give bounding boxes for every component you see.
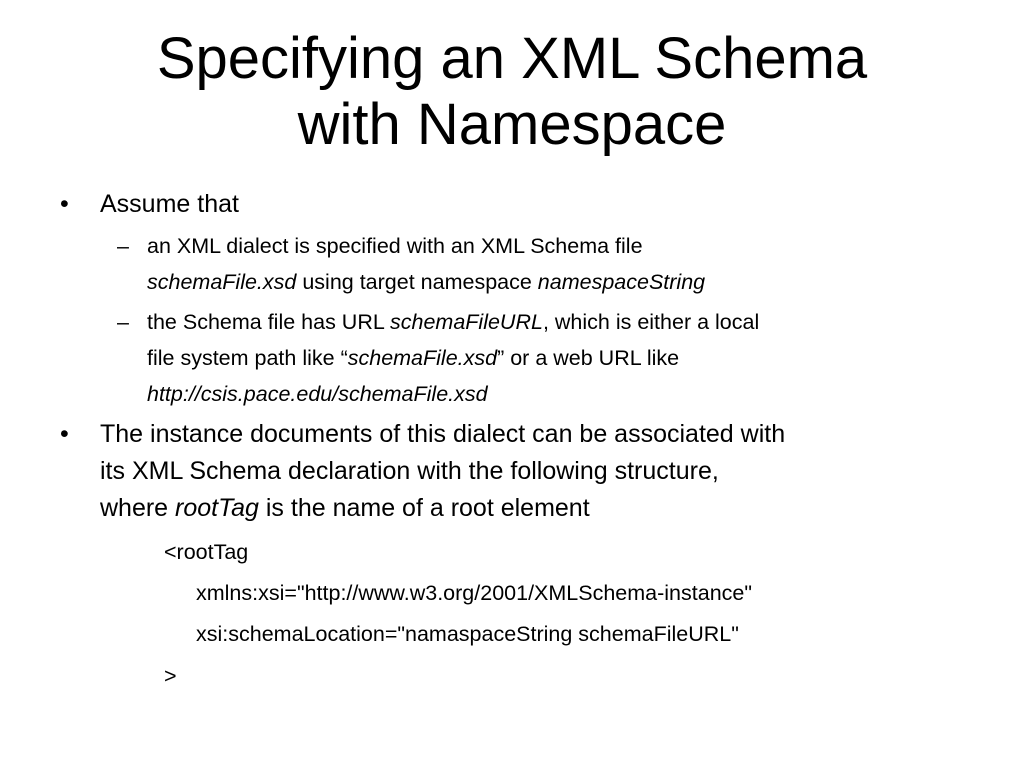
italic-term: schemaFile.xsd: [347, 346, 498, 370]
bullet-line: The instance documents of this dialect can be associated with: [100, 420, 786, 448]
code-line-schema-location: xsi:schemaLocation="namaspaceString schemaFileURL": [196, 622, 739, 646]
sub-bullet-line: [147, 264, 977, 300]
bullet-text: where: [100, 494, 176, 522]
sub-bullet-line: [147, 340, 977, 376]
sub-bullet-marker: –: [117, 310, 129, 334]
bullet-line: its XML Schema declaration with the following structure,: [100, 457, 719, 485]
italic-term: rootTag: [175, 494, 259, 522]
italic-term: schemaFile.xsd: [147, 270, 297, 294]
sub-bullet-text: file system path like “: [147, 346, 348, 370]
sub-bullet-line: an XML dialect is specified with an XML Schema file: [147, 234, 643, 258]
sub-bullet-text: the Schema file has URL: [147, 310, 390, 334]
bullet-instance-documents: [60, 416, 980, 527]
sub-bullet-text: using target namespace: [296, 270, 538, 294]
code-line-xmlns: xmlns:xsi="http://www.w3.org/2001/XMLSchema-instance": [196, 581, 752, 605]
sub-bullet-line: [147, 304, 977, 340]
bullet-assume-that: [60, 186, 980, 223]
slide-title-line-1: Specifying an XML Schema: [156, 26, 868, 91]
sub-bullet-text: ” or a web URL like: [497, 346, 680, 370]
slide-title: [60, 26, 964, 158]
bullet-marker: •: [60, 190, 69, 218]
italic-term: namespaceString: [537, 270, 706, 294]
bullet-text: is the name of a root element: [258, 494, 590, 522]
sub-bullet-schema-url: [117, 304, 977, 412]
sub-bullet-text: , which is either a local: [542, 310, 760, 334]
italic-term: schemaFileURL: [390, 310, 543, 334]
code-line-open-tag: <rootTag: [164, 540, 249, 564]
bullet-text: Assume that: [100, 190, 239, 218]
slide-title-line-2: with Namespace: [297, 92, 727, 157]
sub-bullet-marker: –: [117, 234, 129, 258]
bullet-marker: •: [60, 420, 69, 448]
sub-bullet-dialect: [117, 228, 977, 300]
code-line-close: >: [164, 664, 177, 688]
sub-bullet-line: [147, 376, 977, 412]
bullet-line: [100, 490, 980, 527]
italic-url: http://csis.pace.edu/schemaFile.xsd: [147, 382, 488, 406]
